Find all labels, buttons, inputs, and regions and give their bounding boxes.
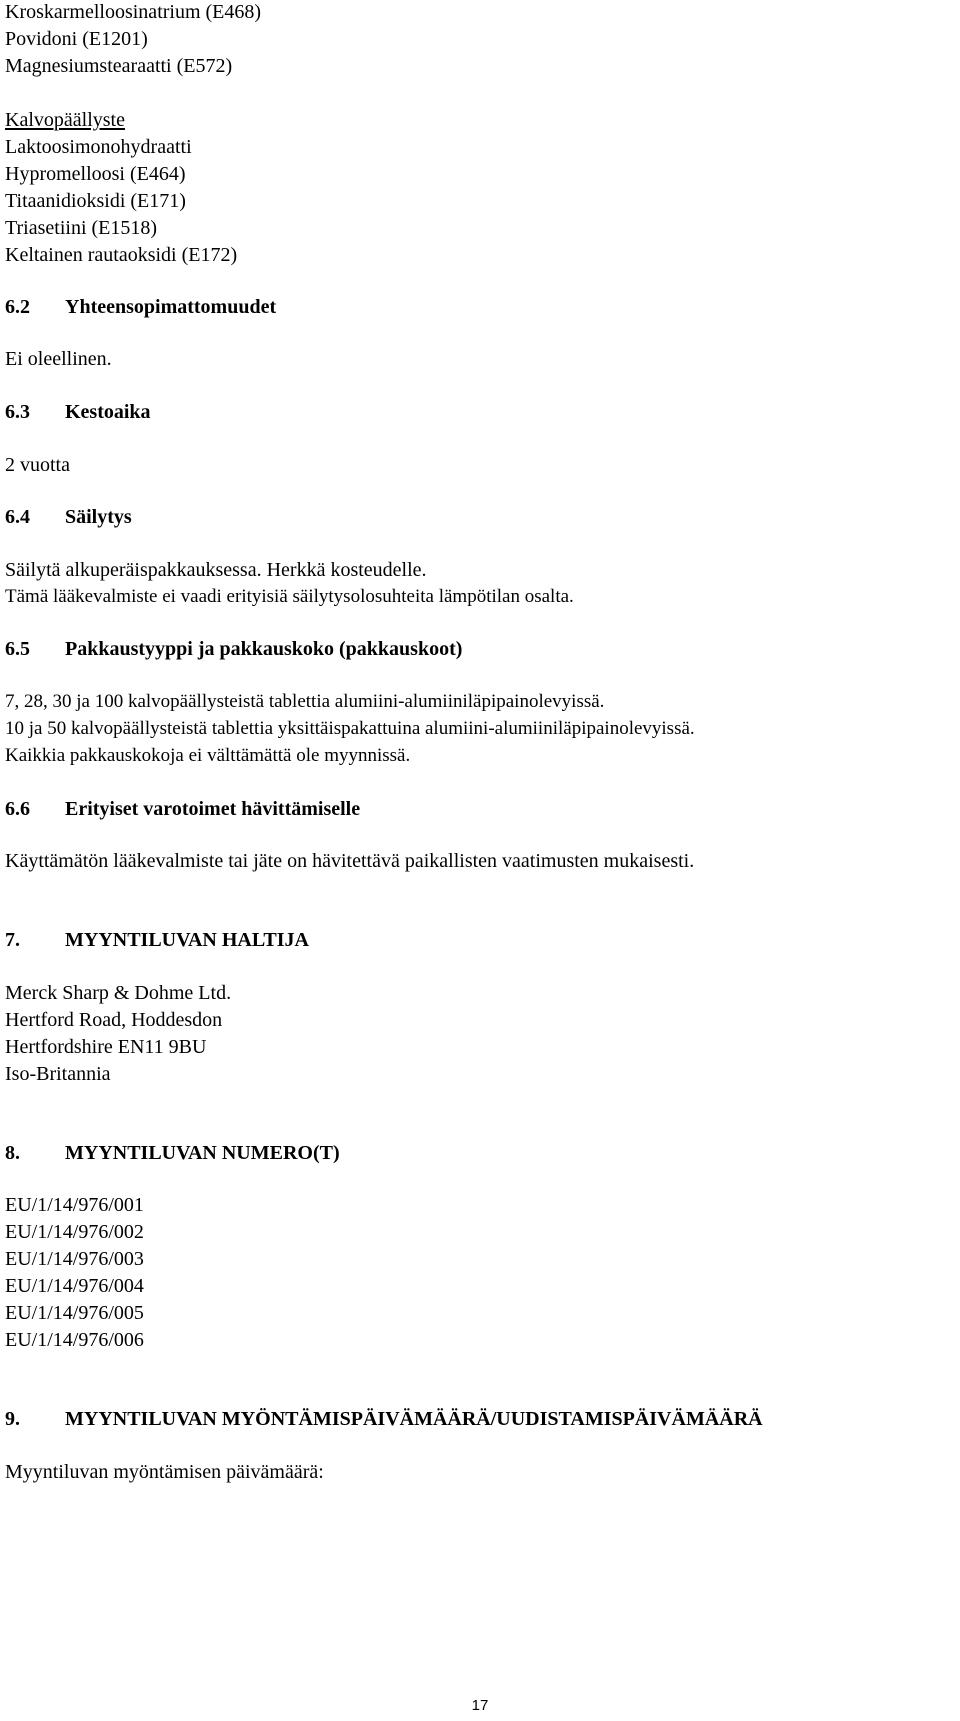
composition-line: Povidoni (E1201) <box>5 28 148 50</box>
section-title: Säilytys <box>65 506 132 528</box>
section-title: MYYNTILUVAN MYÖNTÄMISPÄIVÄMÄÄRÄ/UUDISTAMISPÄIVÄMÄÄRÄ <box>65 1408 763 1430</box>
section-heading-6-5 <box>5 637 462 661</box>
section-heading-7 <box>5 928 309 952</box>
license-number: EU/1/14/976/005 <box>5 1302 144 1324</box>
section-number: 6.2 <box>5 296 30 318</box>
section-heading-9 <box>5 1407 763 1431</box>
page-number: 17 <box>471 1697 489 1714</box>
section-heading-8 <box>5 1141 340 1165</box>
section-text: Kaikkia pakkauskokoja ei välttämättä ole myynnissä. <box>5 745 411 766</box>
holder-line: Hertford Road, Hoddesdon <box>5 1009 223 1031</box>
section-text: Säilytä alkuperäispakkauksessa. Herkkä kosteudelle. <box>5 559 427 581</box>
section-title: MYYNTILUVAN HALTIJA <box>65 929 309 951</box>
license-number: EU/1/14/976/001 <box>5 1194 144 1216</box>
coating-line: Keltainen rautaoksidi (E172) <box>5 244 238 266</box>
section-text: Ei oleellinen. <box>5 348 112 370</box>
section-number: 6.5 <box>5 638 30 660</box>
section-number: 6.4 <box>5 506 30 528</box>
license-number: EU/1/14/976/002 <box>5 1221 144 1243</box>
section-title: Yhteensopimattomuudet <box>65 296 277 318</box>
license-number: EU/1/14/976/004 <box>5 1275 144 1297</box>
section-number: 6.6 <box>5 798 30 820</box>
section-title: Pakkaustyyppi ja pakkauskoko (pakkauskoot) <box>65 638 463 660</box>
coating-line: Laktoosimonohydraatti <box>5 136 192 158</box>
section-number: 9. <box>5 1408 20 1430</box>
section-number: 8. <box>5 1142 20 1164</box>
section-text: Myyntiluvan myöntämisen päivämäärä: <box>5 1461 324 1483</box>
coating-line: Titaanidioksidi (E171) <box>5 190 186 212</box>
section-text: 10 ja 50 kalvopäällysteistä tablettia yksittäispakattuina alumiini-alumiiniläpipainolevyissä. <box>5 718 695 739</box>
section-title: Erityiset varotoimet hävittämiselle <box>65 798 361 820</box>
section-text: Tämä lääkevalmiste ei vaadi erityisiä säilytysolosuhteita lämpötilan osalta. <box>5 586 574 607</box>
section-text: Käyttämätön lääkevalmiste tai jäte on hävitettävä paikallisten vaatimusten mukaisesti. <box>5 850 695 872</box>
license-number: EU/1/14/976/003 <box>5 1248 144 1270</box>
section-heading-6-3 <box>5 400 151 424</box>
section-title: MYYNTILUVAN NUMERO(T) <box>65 1142 340 1164</box>
section-heading-6-2 <box>5 295 276 319</box>
composition-line: Magnesiumstearaatti (E572) <box>5 55 233 77</box>
coating-line: Triasetiini (E1518) <box>5 217 158 239</box>
section-heading-6-6 <box>5 797 360 821</box>
holder-line: Hertfordshire EN11 9BU <box>5 1036 207 1058</box>
coating-heading: Kalvopäällyste <box>5 109 125 131</box>
section-text: 7, 28, 30 ja 100 kalvopäällysteistä tablettia alumiini-alumiiniläpipainolevyissä. <box>5 691 605 712</box>
holder-line: Merck Sharp & Dohme Ltd. <box>5 982 232 1004</box>
section-number: 7. <box>5 929 20 951</box>
holder-line: Iso-Britannia <box>5 1063 111 1085</box>
section-number: 6.3 <box>5 401 30 423</box>
license-number: EU/1/14/976/006 <box>5 1329 144 1351</box>
section-text: 2 vuotta <box>5 454 70 476</box>
composition-line: Kroskarmelloosinatrium (E468) <box>5 1 262 23</box>
section-heading-6-4 <box>5 505 132 529</box>
section-title: Kestoaika <box>65 401 151 423</box>
coating-line: Hypromelloosi (E464) <box>5 163 186 185</box>
